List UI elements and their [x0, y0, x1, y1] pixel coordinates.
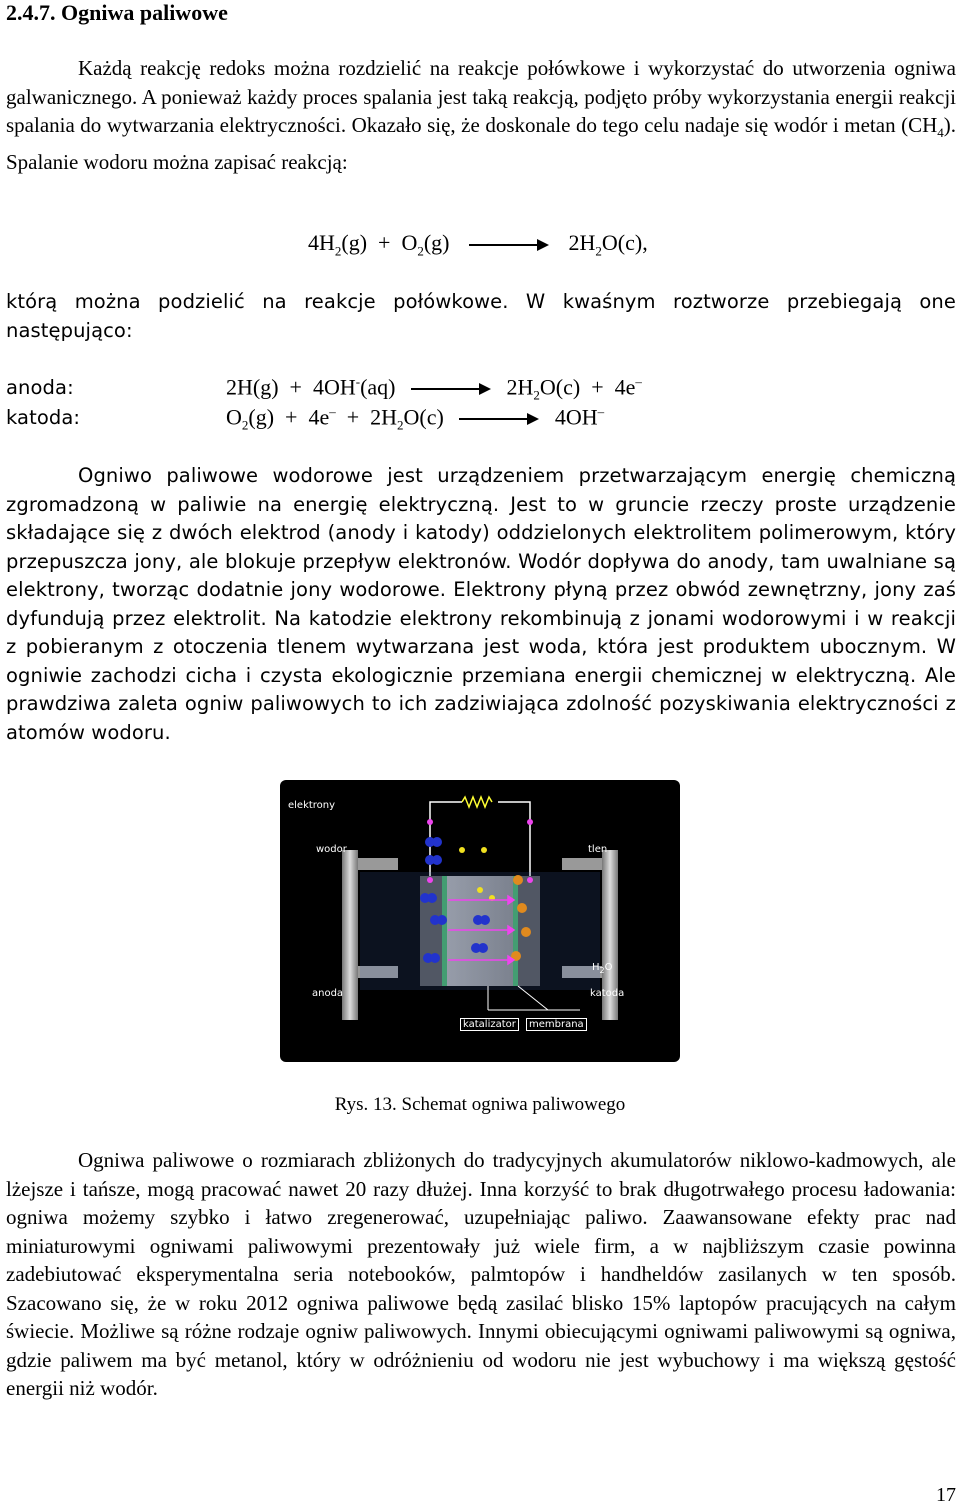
fuel-cell-diagram: [280, 780, 680, 1062]
cathode-equation: $O_2(g) + 4e^- + 2H_2O(c)$ 4OH–: [226, 404, 605, 433]
intro-text: Każdą reakcję redoks można rozdzielić na reakcje połówkowe i wykorzystać do utworzenia ogniwa galwanicznego. A ponieważ każdy proces spalania jest taką reakcją, podjęto próby wykorzystania energii reakcji spalania do wytwarzania elektryczności. Okazało się, że doskonale do tego celu nadaje się wodór i metan (CH: [6, 56, 956, 137]
label-anode: anoda: [312, 988, 344, 999]
mid-paragraph: którą można podzielić na reakcje połówkowe. W kwaśnym roztworze przebiegają one następująco:: [6, 290, 956, 342]
intro-paragraph: [6, 54, 956, 176]
cathode-arrow: [459, 413, 539, 425]
combustion-reaction: $4H_2(g) + O_2(g)$ $2H_2O(c)$,: [308, 230, 648, 259]
label-hydrogen: wodor: [316, 844, 347, 855]
anode-label: anoda:: [6, 376, 74, 399]
page-number: 17: [936, 1484, 956, 1506]
label-membrane: membrana: [526, 1018, 587, 1031]
circuit-wire: [430, 802, 530, 880]
anode-arrow: [411, 383, 491, 395]
figure-caption: Rys. 13. Schemat ogniwa paliwowego: [334, 1094, 626, 1115]
label-catalyst: katalizator: [460, 1018, 519, 1031]
label-electrons: elektrony: [288, 800, 336, 811]
load-resistor-icon: [462, 797, 492, 807]
reaction-arrow: [469, 239, 549, 251]
label-cathode: katoda: [590, 988, 625, 999]
intro-subscript: 4: [937, 125, 944, 141]
intro-end-text: ). Spalanie wodoru można zapisać reakcją:: [6, 113, 956, 174]
body-paragraph-2: Ogniwo paliwowe wodorowe jest urządzeniem przetwarzającym energię chemiczną zgromadzoną w paliwie na energię elektryczną. Jest to w gruncie rzeczy proste urządzenie składające się z dwóch elektrod (anody i katody) oddzielonych elektrolitem polimerowym, który przepuszcza jony, ale blokuje przepływ elektronów. Wodór dopływa do anody, tam uwalniane są elektrony, tworząc dodatnie jony wodorowe. Elektrony płyną przez obwód zewnętrzny, jony zaś dyfundują przez elektrolit. Na katodzie elektrony rekombinują z jonami wodorowymi i w reakcji z pobieranym z otoczenia tlenem wytwarzana jest woda, która jest produktem ubocznym. W ogniwie zachodzi cicha i czysta ekologicznie przemiana energii chemicznej w elektryczną. Ale prawdziwa zaleta ogniw paliwowych to ich zadziwiająca zdolność pozyskiwania elektryczności z atomów wodoru.: [6, 464, 956, 744]
section-heading: 2.4.7. Ogniwa paliwowe: [6, 0, 228, 25]
anode-equation: 2H(g) + 4OH-(aq) $2H_2O(c) + 4e^-$: [226, 374, 642, 403]
label-oxygen: tlen: [588, 844, 608, 855]
label-water: $H_2O$: [592, 962, 613, 975]
body-paragraph-3: Ogniwa paliwowe o rozmiarach zbliżonych do tradycyjnych akumulatorów niklowo-kadmowych, ale lżejsze i tańsze, mogą pracować nawet 20 razy dłużej. Inna korzyść to brak długotrwałego procesu ładowania: ogniwa możemy szybko i łatwo zregenerować, uzupełniając paliwo. Zaawansowane efekty prac nad miniaturowymi ogniwami paliwowymi prezentowały już wiele firm, a w najbliższym czasie powinna zadebiutować eksperymentalna seria notebooków, palmtopów i handheldów zasilanych w ten sposób. Szacowano się, że w roku 2012 ogniwa paliwowe będą zasilać blisko 15% laptopów pracujących na całym świecie. Możliwe są różne rodzaje ogniw paliwowych. Innymi obiecującymi ogniwami paliwowymi są ogniwa, gdzie paliwem ma być metanol, który w odróżnieniu od wodoru nie jest wybuchowy i ma większą gęstość energii niż wodór.: [6, 1148, 956, 1400]
anode-plate: [342, 850, 358, 1020]
cathode-label: katoda:: [6, 406, 81, 429]
